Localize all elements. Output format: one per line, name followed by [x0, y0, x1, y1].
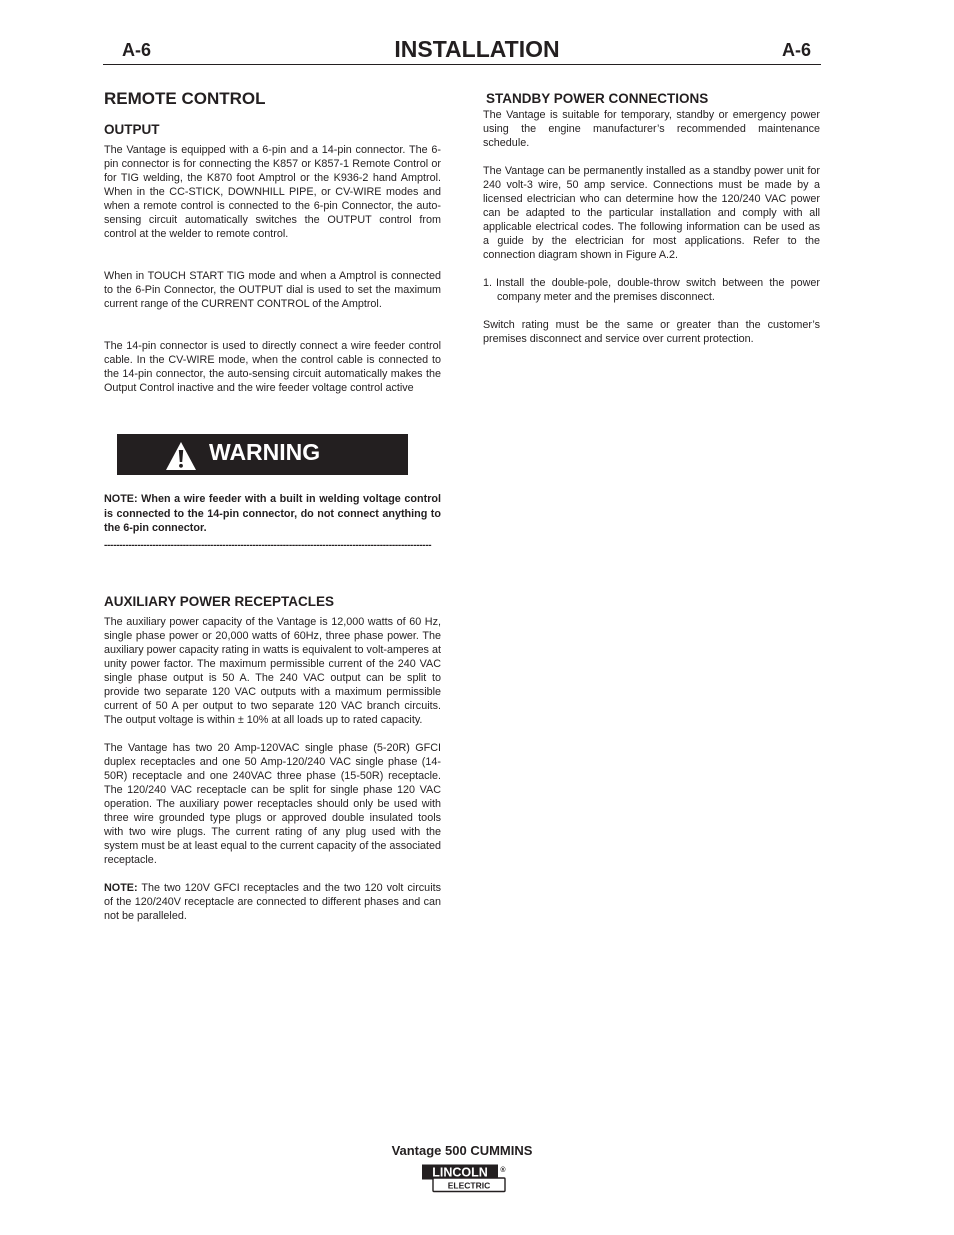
page-code-right: A-6	[782, 40, 812, 60]
footer-model-name: Vantage 500 CUMMINS	[391, 1143, 533, 1158]
list-item-text: Install the double-pole, double-throw switch between the power company meter and the premises disconnect.	[496, 277, 820, 303]
auxiliary-power-section	[104, 594, 441, 923]
remote-control-section	[104, 89, 441, 395]
auxiliary-power-heading: AUXILIARY POWER RECEPTACLES	[104, 594, 335, 609]
page-title: INSTALLATION	[394, 36, 560, 62]
warning-label: WARNING	[209, 439, 321, 465]
standby-paragraph-3: Switch rating must be the same or greater than the customer’s premises disconnect and service over current protection.	[483, 319, 820, 345]
list-item	[483, 276, 820, 304]
logo-top-text: LINCOLN	[432, 1165, 488, 1180]
output-paragraph-3: The 14-pin connector is used to directly connect a wire feeder control cable. In the CV-WIRE mode, when the control cable is connected to the 14-pin connector, the auto-sensing circuit automatically makes the Output Control inactive and the wire feeder voltage control active	[104, 340, 441, 394]
lincoln-electric-logo	[419, 1163, 507, 1193]
registered-mark: ®	[500, 1167, 506, 1174]
header-rule	[103, 64, 821, 65]
output-paragraph-2: When in TOUCH START TIG mode and when a Amptrol is connected to the 6-Pin Connector, the OUTPUT dial is used to set the maximum current range of the CURRENT CONTROL of the Amptrol.	[104, 270, 441, 310]
warning-note: NOTE: When a wire feeder with a built in welding voltage control is connected to the 14-pin connector, do not connect anything to the 6-pin connector.	[104, 493, 441, 534]
standby-paragraph-2: The Vantage can be permanently installed as a standby power unit for 240 volt-3 wire, 50 amp service. Connections must be made by a licensed electrician who can determine how the 120/240 VAC power can be adapted to the particular installation and comply with all applicable electrical codes. The following information can be used as a guide by the electrician for most applications. Refer to the connection diagram shown in Figure A.2.	[483, 165, 820, 261]
remote-control-heading: REMOTE CONTROL	[104, 89, 266, 108]
logo-bottom-text: ELECTRIC	[447, 1180, 491, 1191]
output-paragraph-1: The Vantage is equipped with a 6-pin and a 14-pin connector. The 6-pin connector is for connecting the K857 or K857-1 Remote Control or for TIG welding, the K870 foot Amptrol or the K936-2 hand Amptrol. When in the CC-STICK, DOWNHILL PIPE, or CV-WIRE modes and when a remote control is connected to the 6-pin Connector, the auto-sensing circuit automatically switches the OUTPUT control from control at the welder to remote control.	[104, 144, 441, 240]
list-item-number: 1.	[483, 277, 493, 289]
separator-dashes: ------------------------------------------------------------------------------------------------------------	[104, 540, 432, 551]
auxiliary-note-label: NOTE:	[104, 882, 138, 894]
page-code-left: A-6	[122, 40, 152, 60]
standby-paragraph-1: The Vantage is suitable for temporary, standby or emergency power using the engine manufacturer’s recommended maintenance schedule.	[483, 109, 820, 149]
output-heading: OUTPUT	[104, 122, 160, 137]
standby-power-heading: STANDBY POWER CONNECTIONS	[486, 91, 709, 106]
auxiliary-paragraph-2: The Vantage has two 20 Amp-120VAC single phase (5-20R) GFCI duplex receptacles and one 50 Amp-120/240 VAC single phase (14-50R) receptacle and one 240VAC three phase (15-50R) receptacle. The 120/240 VAC receptacle can be split for single phase 120 VAC operation. The auxiliary power receptacles should only be used with three wire grounded type plugs or approved double insulated tools with two wire plugs. The current rating of any plug used with the system must be at least equal to the current capacity of the associated receptacle.	[104, 742, 441, 866]
warning-triangle-icon	[165, 441, 197, 471]
auxiliary-paragraph-1: The auxiliary power capacity of the Vantage is 12,000 watts of 60 Hz, single phase power or 20,000 watts of 60Hz, three phase power. The auxiliary power capacity rating in watts is equivalent to volt-amperes at unity power factor. The maximum permissible current of the 240 VAC single phase output is 50 A. The 240 VAC output can be split to provide two separate 120 VAC outputs with a maximum permissible current of 50 A per output to two separate 120 VAC branch circuits. The output voltage is within ± 10% at all loads up to rated capacity.	[104, 616, 441, 726]
auxiliary-note-text: The two 120V GFCI receptacles and the two 120 volt circuits of the 120/240V receptacle are connected to different phases and can not be paralleled.	[104, 882, 441, 922]
standby-power-section	[483, 91, 820, 346]
auxiliary-note	[104, 881, 441, 923]
warning-banner	[117, 434, 408, 475]
